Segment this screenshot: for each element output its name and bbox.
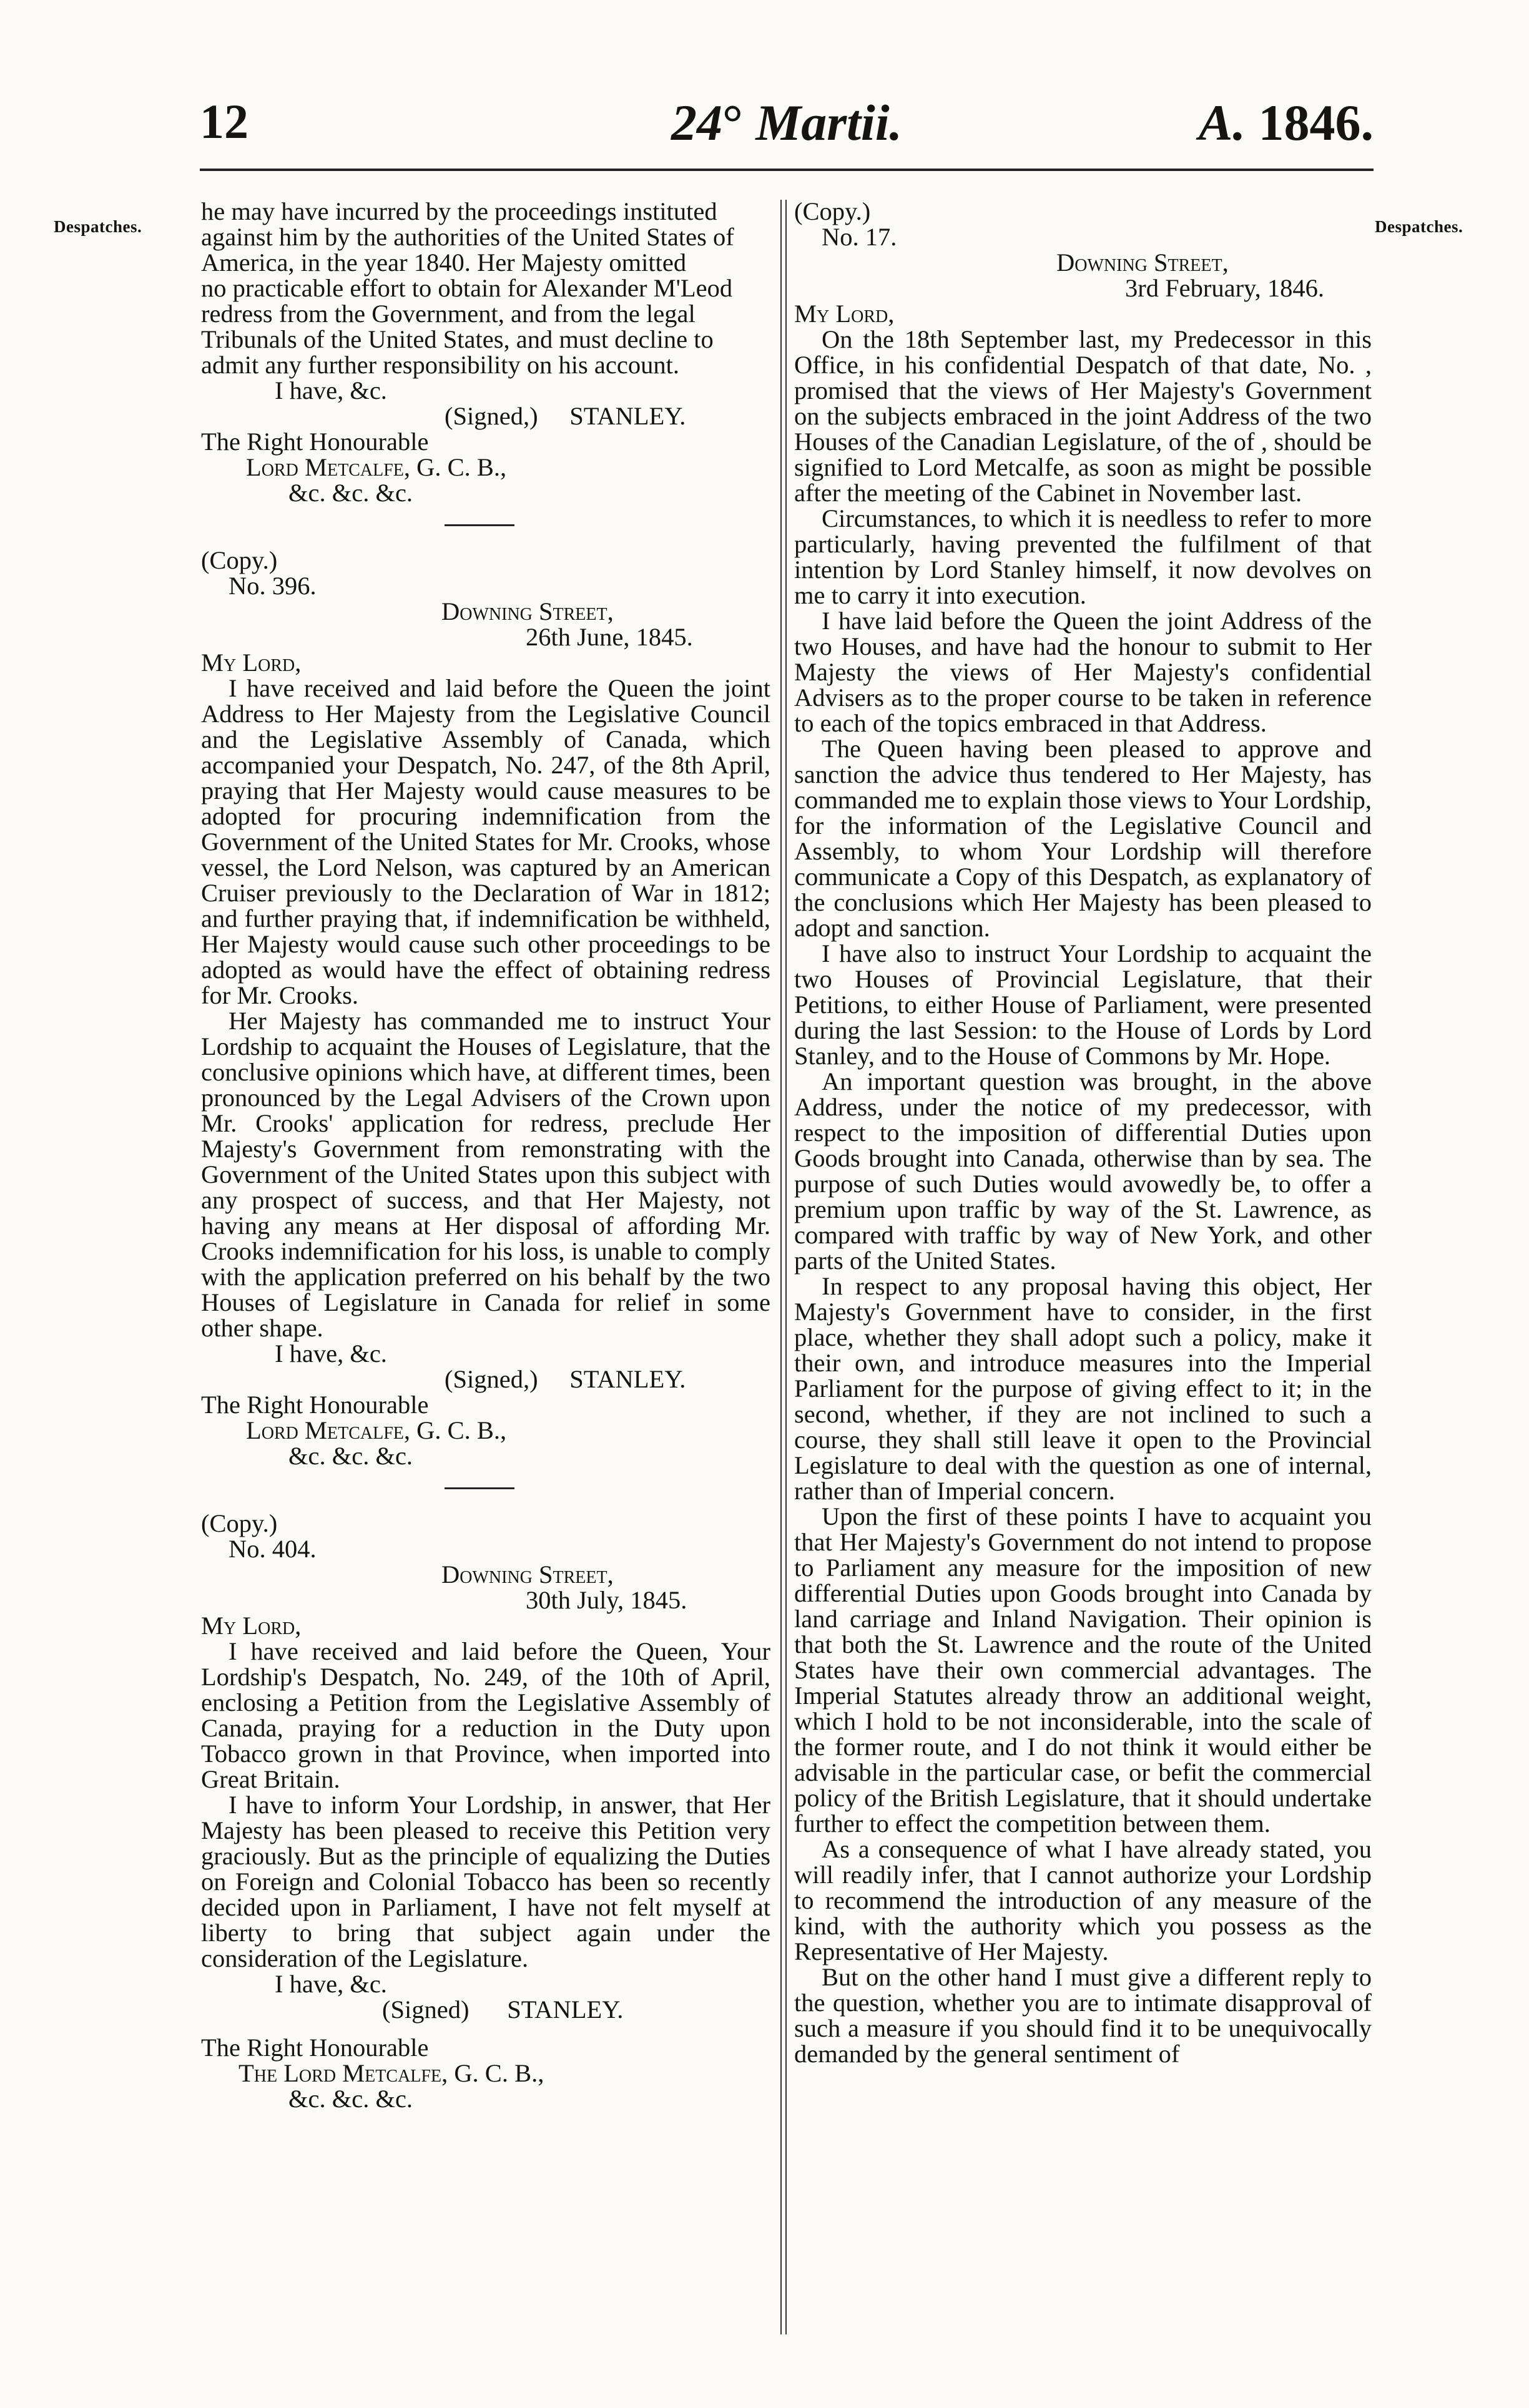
page-number: 12: [200, 94, 248, 149]
place-line: Downing Street,: [441, 597, 614, 625]
text-line: Tribunals of the United States, and must decline to: [201, 325, 714, 353]
paragraph: Circumstances, to which it is needless to refer to more particularly, having prevented the fulfilment of that intention by Lord Stanley himself, it now devolves on me to carry it into execution.: [794, 504, 1372, 609]
section-rule: [445, 524, 514, 526]
copy-label: (Copy.): [201, 546, 278, 574]
signatory-name: STANLEY.: [569, 1365, 686, 1393]
paragraph: Her Majesty has commanded me to instruct Your Lordship to acquaint the Houses of Legislature, that the conclusive opinions which have, at different times, been pronounced by the Legal Advisers of the Crown upon Mr. Crooks' application for redress, preclude Her Majesty's Government from remonstrating with the Government of the United States upon this subject with any prospect of success, and that Her Majesty, not having any means at Her disposal of affording Mr. Crooks indemnification for his loss, is unable to comply with the application preferred on his behalf by the two Houses of Legislature in Canada for relief in some other shape.: [201, 1007, 770, 1342]
paragraph: An important question was brought, in the above Address, under the notice of my predecessor, with respect to the imposition of differential Duties upon Goods brought into Canada, otherwise than by sea. The purpose of such Duties would avowedly be, to offer a premium upon traffic by way of the St. Lawrence, as compared with traffic by way of New York, and other parts of the United States.: [794, 1067, 1372, 1275]
date-line: 30th July, 1845.: [526, 1586, 687, 1614]
text-line: redress from the Government, and from the legal: [201, 300, 696, 328]
paragraph: I have to inform Your Lordship, in answer, that Her Majesty has been pleased to receive this Petition very graciously. But as the principle of equalizing the Duties on Foreign and Colonial Tobacco has been so recently decided upon in Parliament, I have not felt myself at liberty to bring that subject again under the consideration of the Legislature.: [201, 1791, 770, 1972]
date-line: 3rd February, 1846.: [1125, 274, 1325, 302]
salutation: My Lord,: [201, 648, 302, 677]
paragraph: I have also to instruct Your Lordship to acquaint the two Houses of Provincial Legislature, that their Petitions, to either House of Parliament, were presented during the last Session: to the House of Lords by Lord Stanley, and to the House of Commons by Mr. Hope.: [794, 939, 1372, 1070]
running-title-degree: °: [722, 94, 743, 151]
addressee-name: The Lord Metcalfe, G. C. B.,: [238, 2059, 544, 2087]
despatch-number: No. 17.: [822, 223, 897, 251]
running-title-month: Martii.: [755, 94, 902, 151]
text-line: against him by the authorities of the United States of: [201, 223, 734, 251]
paragraph: But on the other hand I must give a different reply to the question, whether you are to intimate disapproval of such a measure if you should find it to be unequivocally demanded by the general sentiment of: [794, 1963, 1372, 2068]
place-line: Downing Street,: [1056, 248, 1229, 277]
column-divider: [780, 200, 787, 2334]
right-column: [794, 198, 1372, 2067]
despatch-number: No. 396.: [229, 572, 317, 600]
side-label-right: Despatches.: [1375, 217, 1463, 236]
text-line: he may have incurred by the proceedings instituted: [201, 197, 717, 225]
paragraph: The Queen having been pleased to approve and sanction the advice thus tendered to Her Majesty, has commanded me to explain those views to Your Lordship, for the information of the Legislative Council and Assembly, to whom Your Lordship will therefore communicate a Copy of this Despatch, as explanatory of the conclusions which Her Majesty has been pleased to adopt and sanction.: [794, 735, 1372, 942]
addressee-etc: &c. &c. &c.: [288, 1442, 413, 1470]
paragraph: As a consequence of what I have already stated, you will readily infer, that I cannot authorize your Lordship to recommend the introduction of any measure of the kind, with the authority which you possess as the Representative of Her Majesty.: [794, 1835, 1372, 1965]
header-rule: [200, 169, 1374, 171]
running-title-day: 24: [671, 94, 723, 151]
signed-label: (Signed,): [445, 402, 538, 430]
text-line: admit any further responsibility on his account.: [201, 351, 679, 379]
running-year-value: 1846.: [1258, 94, 1374, 151]
signed-label: (Signed,): [445, 1365, 538, 1393]
signed-label: (Signed): [382, 1995, 470, 2024]
addressee-etc: &c. &c. &c.: [288, 2085, 413, 2113]
addressee-name: Lord Metcalfe, G. C. B.,: [246, 1416, 507, 1444]
addressee-title: The Right Honourable: [201, 428, 429, 456]
despatch-number: No. 404.: [229, 1535, 317, 1563]
addressee-name: Lord Metcalfe, G. C. B.,: [246, 453, 507, 481]
spacer: [201, 2022, 770, 2035]
addressee-title: The Right Honourable: [201, 2034, 429, 2062]
paragraph: I have received and laid before the Queen the joint Address to Her Majesty from the Legislative Council and the Legislative Assembly of Canada, which accompanied your Despatch, No. 247, of the 8th April, praying that Her Majesty would cause measures to be adopted for procuring indemnification from the Government of the United States for Mr. Crooks, whose vessel, the Lord Nelson, was captured by an American Cruiser previously to the Declaration of War in 1812; and further praying that, if indemnification be withheld, Her Majesty would cause such other proceedings to be adopted as would have the effect of obtaining redress for Mr. Crooks.: [201, 674, 770, 1009]
running-year: [1199, 94, 1374, 152]
copy-label: (Copy.): [201, 1509, 278, 1537]
running-title: [200, 94, 1374, 152]
signature-line: [201, 1366, 770, 1392]
closing-have: I have, &c.: [275, 1970, 387, 1998]
running-year-prefix: A.: [1198, 94, 1246, 151]
paragraph: On the 18th September last, my Predecessor in this Office, in his confidential Despatch of that date, No. , promised that the views of Her Majesty's Government on the subjects embraced in the joint Address of the two Houses of the Canadian Legislature, of the of , should be signified to Lord Metcalfe, as soon as might be possible after the meeting of the Cabinet in November last.: [794, 325, 1372, 507]
place-line: Downing Street,: [441, 1560, 614, 1588]
paragraph: In respect to any proposal having this object, Her Majesty's Government have to consider, in the first place, whether they shall adopt such a policy, make it their own, and introduce measures into the Imperial Parliament for the purpose of giving effect to it; in the second, whether, if they are not inclined to such a course, they shall still leave it open to the Provincial Legislature to deal with the question as one of internal, rather than of Imperial concern.: [794, 1272, 1372, 1505]
text-line: America, in the year 1840. Her Majesty omitted: [201, 248, 687, 277]
date-line: 26th June, 1845.: [526, 623, 693, 651]
salutation: My Lord,: [201, 1612, 302, 1640]
closing-have: I have, &c.: [275, 376, 387, 404]
addressee-etc: &c. &c. &c.: [288, 479, 413, 507]
side-label-left: Despatches.: [54, 217, 142, 236]
left-column: [201, 198, 770, 2112]
text-line: no practicable effort to obtain for Alexander M'Leod: [201, 274, 733, 302]
signatory-name: STANLEY.: [507, 1995, 624, 2024]
paragraph: I have laid before the Queen the joint Address of the two Houses, and have had the honour to submit to Her Majesty the views of Her Majesty's confidential Advisers as to the proper course to be taken in reference to each of the topics embraced in that Address.: [794, 607, 1372, 737]
signature-line: [201, 403, 770, 429]
copy-label: (Copy.): [794, 197, 871, 225]
salutation: My Lord,: [794, 300, 895, 328]
paragraph: I have received and laid before the Queen, Your Lordship's Despatch, No. 249, of the 10th of April, enclosing a Petition from the Legislative Assembly of Canada, praying for a reduction in the Duty upon Tobacco grown in that Province, when imported into Great Britain.: [201, 1637, 770, 1793]
paragraph: Upon the first of these points I have to acquaint you that Her Majesty's Government do not intend to propose to Parliament any measure for the imposition of new differential Duties upon Goods brought into Canada by land carriage and Inland Navigation. Their opinion is that both the St. Lawrence and the route of the United States have their own commercial advantages. The Imperial Statutes already throw an additional weight, which I hold to be not inconsiderable, into the scale of the former route, and I do not think it would either be advisable in the particular case, or befit the commercial policy of the British Legislature, that it should undertake further to effect the competition between them.: [794, 1502, 1372, 1838]
signatory-name: STANLEY.: [569, 402, 686, 430]
page-header: [200, 94, 1374, 162]
section-rule: [445, 1487, 514, 1489]
addressee-title: The Right Honourable: [201, 1391, 429, 1419]
signature-line: [201, 1997, 770, 2022]
closing-have: I have, &c.: [275, 1339, 387, 1368]
